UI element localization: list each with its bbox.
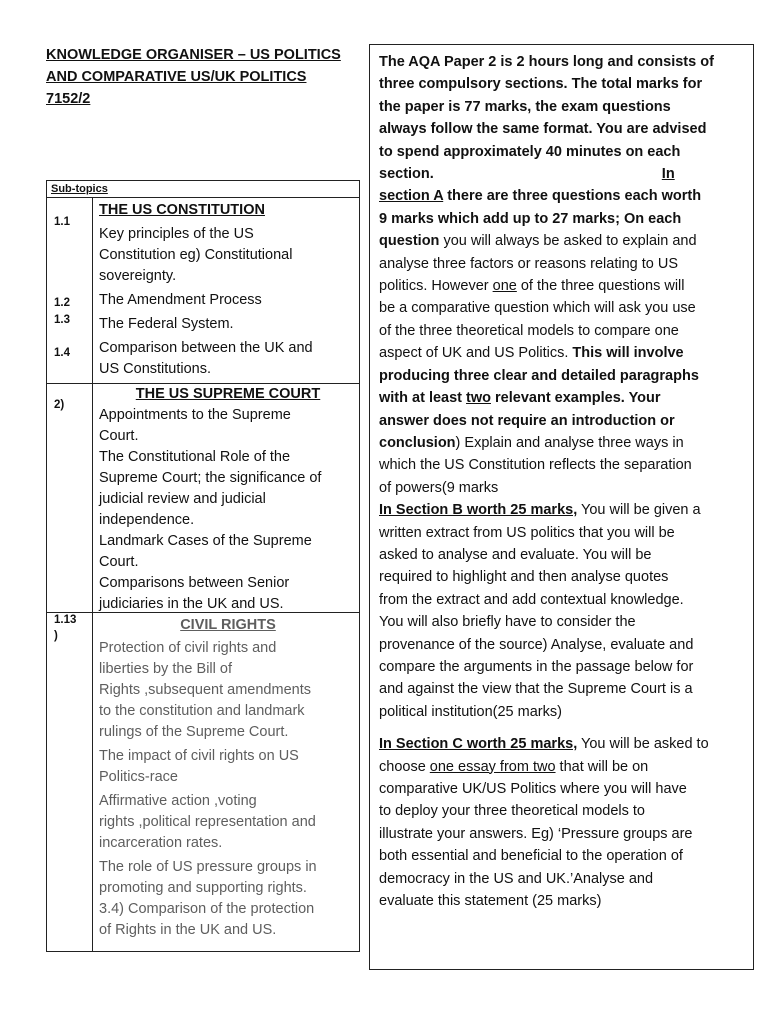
text-span: You will be asked to — [577, 736, 709, 753]
text-line — [379, 185, 751, 207]
cell-text: Key principles of the US — [99, 226, 254, 242]
text-span: choose — [379, 758, 430, 775]
cell-text: Appointments to the Supreme — [99, 407, 291, 423]
text-span: In Section C worth 25 marks, — [379, 736, 578, 753]
text-line: of the three theoretical models to compare one — [379, 322, 679, 339]
cell-text: Constitution eg) Constitutional — [99, 247, 293, 263]
text-line: which the US Constitution reflects the separation — [379, 457, 692, 474]
subtopics-table — [46, 180, 360, 952]
text-line: The AQA Paper 2 is 2 hours long and consists of — [379, 54, 714, 70]
text-line: democracy in the US and UK.’Analyse and — [379, 870, 654, 887]
text-line: the paper is 77 marks, the exam questions — [379, 98, 671, 115]
row-number: 1.1 — [54, 216, 70, 228]
cell-text: promoting and supporting rights. — [99, 880, 307, 896]
cell-text: Court. — [99, 554, 139, 570]
cell-text: judicial review and judicial — [99, 491, 266, 507]
text-span: section A — [379, 188, 444, 205]
cell-text: liberties by the Bill of — [99, 661, 232, 677]
cell-text: Rights ,subsequent amendments — [99, 682, 311, 698]
text-span: with at least — [379, 390, 467, 407]
text-span: You will be given a — [577, 502, 701, 519]
text-line: always follow the same format. You are advised — [379, 121, 707, 138]
cell-text: rights ,political representation and — [99, 814, 316, 830]
text-line: required to highlight and then analyse quotes — [379, 569, 669, 586]
text-line: illustrate your answers. Eg) ‘Pressure groups are — [379, 825, 693, 842]
title-line-3: 7152/2 — [46, 91, 91, 107]
text-span: there are three questions each worth — [443, 188, 702, 205]
text-span: In — [661, 166, 675, 183]
text-line: evaluate this statement (25 marks) — [379, 893, 602, 910]
text-span: two — [466, 390, 491, 407]
row-number: 1.4 — [54, 347, 70, 359]
text-span: ) Explain and analyse three ways in — [455, 434, 684, 451]
text-line: comparative UK/US Politics where you will have — [379, 781, 687, 797]
text-line: compare the arguments in the passage below for — [379, 658, 694, 675]
text-line: asked to analyse and evaluate. You will be — [379, 546, 652, 563]
text-line — [379, 499, 751, 521]
cell-text: judiciaries in the UK and US. — [99, 596, 284, 612]
text-line — [379, 432, 751, 454]
text-span: section. — [379, 166, 434, 183]
text-span: aspect of UK and US Politics. — [379, 345, 573, 362]
text-span: question — [379, 233, 440, 250]
title-line-2: AND COMPARATIVE US/UK POLITICS — [46, 69, 307, 85]
row-number: 2) — [54, 399, 65, 411]
text-line: three compulsory sections. The total marks for — [379, 76, 703, 93]
text-span: This will involve — [572, 345, 684, 362]
cell-text: Affirmative action ,voting — [99, 793, 257, 809]
cell-text: Landmark Cases of the Supreme — [99, 533, 312, 549]
text-line: be a comparative question which will ask you use — [379, 300, 696, 317]
cell-text: Court. — [99, 428, 139, 444]
text-span: one — [492, 278, 517, 295]
text-line: to spend approximately 40 minutes on each — [379, 143, 681, 160]
section-heading: THE US SUPREME COURT — [135, 386, 321, 402]
cell-text: Politics-race — [99, 769, 178, 785]
text-line — [379, 342, 751, 364]
text-line: analyse three factors or reasons relating to US — [379, 255, 679, 272]
text-line: from the extract and add contextual knowledge. — [379, 591, 684, 608]
text-line: political institution(25 marks) — [379, 703, 562, 720]
cell-text: independence. — [99, 512, 195, 528]
column-divider — [92, 198, 93, 952]
cell-text: to the constitution and landmark — [99, 703, 305, 719]
text-line — [379, 163, 751, 185]
cell-text: The Federal System. — [99, 316, 234, 332]
title-line-1: KNOWLEDGE ORGANISER – US POLITICS — [46, 47, 341, 63]
text-span: politics. However — [379, 278, 493, 295]
exam-info-box — [369, 44, 754, 970]
text-line — [379, 387, 751, 409]
text-line: of powers(9 marks — [379, 479, 499, 496]
text-line: provenance of the source) Analyse, evaluate and — [379, 636, 694, 653]
text-line: and against the view that the Supreme Court is a — [379, 681, 693, 698]
cell-text: sovereignty. — [99, 268, 177, 284]
text-line: both essential and beneficial to the operation of — [379, 848, 683, 865]
cell-text: Comparisons between Senior — [99, 575, 290, 591]
cell-text: The role of US pressure groups in — [99, 859, 317, 875]
row-number: 1.2 — [54, 297, 70, 309]
document-title — [46, 44, 358, 110]
text-span: relevant examples. Your — [491, 390, 661, 407]
row-number: ) — [54, 630, 58, 642]
row-number: 1.13 — [54, 614, 77, 626]
section-heading: CIVIL RIGHTS — [180, 617, 276, 633]
text-line — [379, 733, 751, 755]
cell-text: US Constitutions. — [99, 361, 212, 377]
text-line: written extract from US politics that you will be — [379, 524, 675, 541]
cell-text: Protection of civil rights and — [99, 640, 277, 656]
text-span: you will always be asked to explain and — [439, 233, 697, 250]
cell-text: Supreme Court; the significance of — [99, 470, 322, 486]
text-line: 9 marks which add up to 27 marks; On each — [379, 210, 682, 227]
cell-text: Comparison between the UK and — [99, 340, 313, 356]
text-line: answer does not require an introduction or — [379, 412, 675, 429]
text-span: one essay from two — [429, 758, 556, 775]
civil-rights-cell — [99, 615, 357, 941]
text-line — [379, 230, 751, 252]
cell-text: 3.4) Comparison of the protection — [99, 901, 315, 917]
constitution-cell — [99, 200, 357, 380]
exam-info-text — [379, 51, 751, 912]
table-header: Sub-topics — [47, 181, 359, 198]
text-line: to deploy your three theoretical models to — [379, 803, 645, 820]
cell-text: The Amendment Process — [99, 292, 262, 308]
cell-text: The Constitutional Role of the — [99, 449, 291, 465]
cell-text: rulings of the Supreme Court. — [99, 724, 289, 740]
text-span: that will be on — [555, 758, 649, 775]
cell-text: incarceration rates. — [99, 835, 223, 851]
text-line — [379, 756, 751, 778]
text-span: of the three questions will — [516, 278, 685, 295]
cell-text: of Rights in the UK and US. — [99, 922, 277, 938]
cell-text: The impact of civil rights on US — [99, 748, 299, 764]
text-line: producing three clear and detailed paragraphs — [379, 367, 699, 384]
text-line — [379, 275, 751, 297]
row-number: 1.3 — [54, 314, 70, 326]
section-heading: THE US CONSTITUTION — [99, 202, 265, 218]
text-line: You will also briefly have to consider the — [379, 614, 636, 631]
supreme-court-cell — [99, 384, 357, 615]
text-span: In Section B worth 25 marks, — [379, 502, 578, 519]
text-span: conclusion — [379, 434, 456, 451]
